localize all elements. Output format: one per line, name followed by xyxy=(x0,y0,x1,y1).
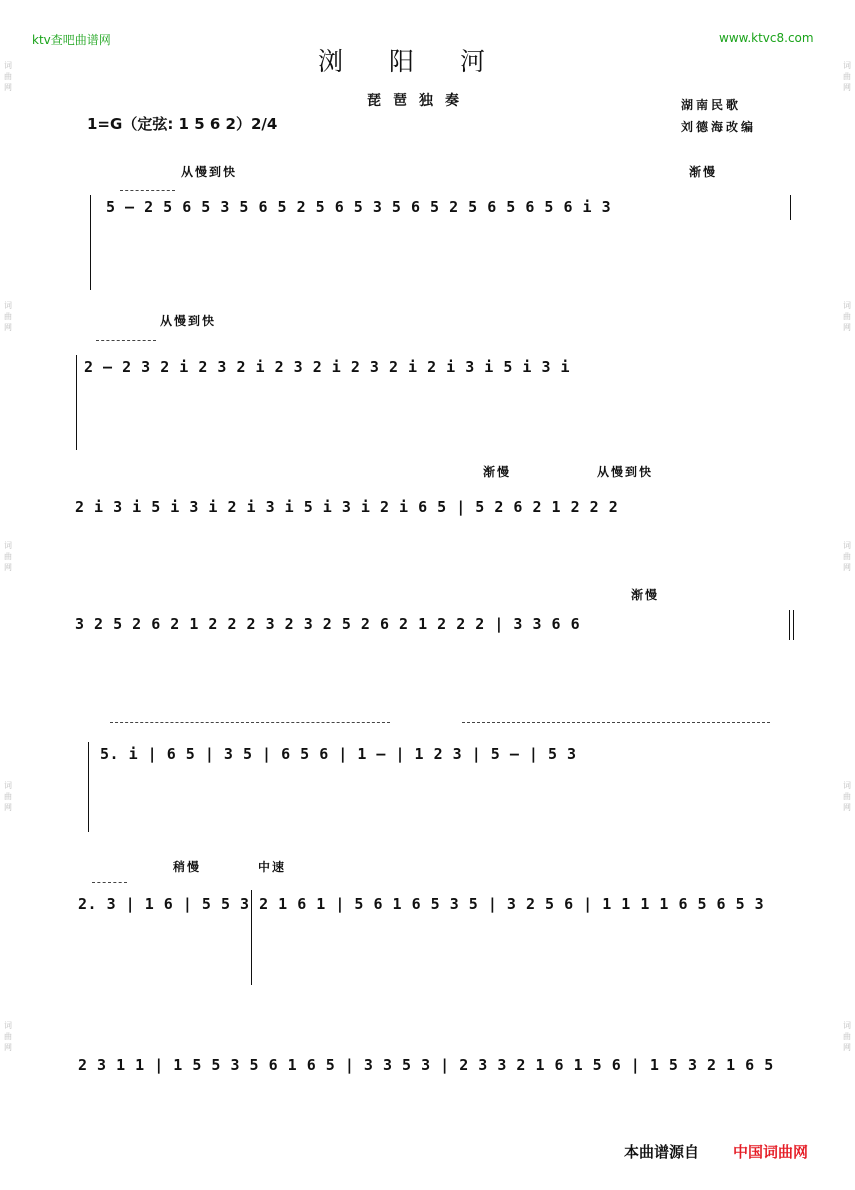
tempo-mark: 中速 xyxy=(258,860,287,874)
notation-line: 3 2 5 2 6 2 1 2 2 2 3 2 3 2 5 2 6 2 1 2 2 2 | 3 3 6 6 xyxy=(75,615,581,633)
notation-line: 5 – 2 5 6 5 3 5 6 5 2 5 6 5 3 5 6 5 2 5 6 5 6 5 6 i 3 xyxy=(106,198,612,216)
double-bar-line xyxy=(789,610,790,640)
key-signature: 1=G（定弦: 1 5 6 2）2/4 xyxy=(87,115,278,133)
footer-brand-link[interactable]: 中国词曲网 xyxy=(733,1143,809,1161)
chord-brace xyxy=(90,195,91,290)
score-arranger: 刘德海改编 xyxy=(681,120,757,134)
footer-source-label: 本曲谱源自 xyxy=(624,1143,700,1161)
side-watermark: 词 曲 网 xyxy=(843,541,851,572)
site-watermark-right[interactable]: www.ktvc8.com xyxy=(719,31,814,45)
tempo-mark: 稍慢 xyxy=(173,860,202,874)
side-watermark: 词 曲 网 xyxy=(4,781,12,812)
side-watermark: 词 曲 网 xyxy=(843,301,851,332)
fermata-dash xyxy=(120,190,175,191)
side-watermark: 词 曲 网 xyxy=(4,541,12,572)
side-watermark: 词 曲 网 xyxy=(4,301,12,332)
notation-line: 2 i 3 i 5 i 3 i 2 i 3 i 5 i 3 i 2 i 6 5 | 5 2 6 2 1 2 2 2 xyxy=(75,498,619,516)
side-watermark: 词 曲 网 xyxy=(843,61,851,92)
bar-line xyxy=(790,195,791,220)
tempo-mark: 从慢到快 xyxy=(597,465,654,479)
fermata-dash xyxy=(462,722,770,723)
chord-brace xyxy=(88,742,89,832)
notation-line: 5. i | 6 5 | 3 5 | 6 5 6 | 1 – | 1 2 3 | 5 – | 5 3 xyxy=(100,745,577,763)
fermata-dash xyxy=(110,722,390,723)
tempo-mark: 从慢到快 xyxy=(160,314,217,328)
tempo-mark: 渐慢 xyxy=(689,165,718,179)
side-watermark: 词 曲 网 xyxy=(4,1021,12,1052)
score-title: 浏阳河 xyxy=(318,47,532,76)
fermata-dash xyxy=(92,882,127,883)
chord-brace xyxy=(76,355,77,450)
notation-line: 2. 3 | 1 6 | 5 5 3 2 1 6 1 | 5 6 1 6 5 3 5 | 3 2 5 6 | 1 1 1 1 6 5 6 5 3 xyxy=(78,895,765,913)
score-origin: 湖南民歌 xyxy=(681,98,742,112)
tempo-mark: 渐慢 xyxy=(631,588,660,602)
fermata-dash xyxy=(96,340,156,341)
side-watermark: 词 曲 网 xyxy=(843,781,851,812)
double-bar-line xyxy=(793,610,794,640)
side-watermark: 词 曲 网 xyxy=(4,61,12,92)
tempo-mark: 从慢到快 xyxy=(181,165,238,179)
side-watermark: 词 曲 网 xyxy=(843,1021,851,1052)
site-watermark-left[interactable]: ktv查吧曲谱网 xyxy=(32,33,111,47)
score-subtitle: 琵琶独奏 xyxy=(367,93,471,109)
notation-line: 2 3 1 1 | 1 5 5 3 5 6 1 6 5 | 3 3 5 3 | 2 3 3 2 1 6 1 5 6 | 1 5 3 2 1 6 5 xyxy=(78,1056,774,1074)
notation-line: 2 – 2 3 2 i 2 3 2 i 2 3 2 i 2 3 2 i 2 i 3 i 5 i 3 i xyxy=(84,358,571,376)
tempo-mark: 渐慢 xyxy=(483,465,512,479)
